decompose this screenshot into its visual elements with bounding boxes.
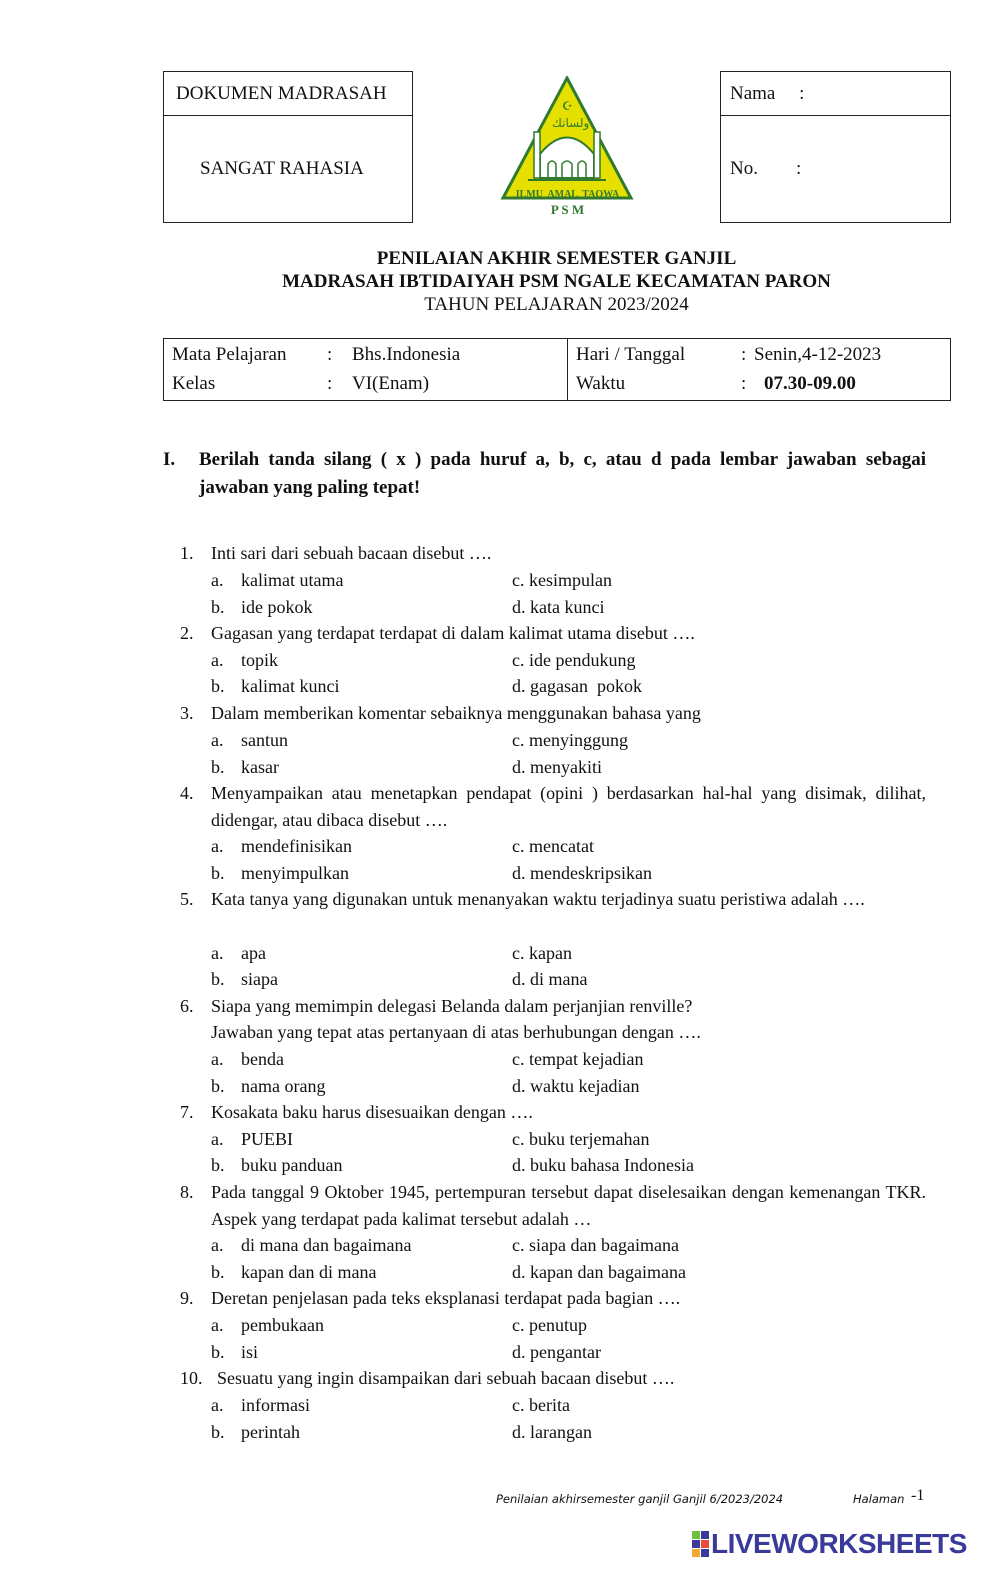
option-d[interactable] bbox=[512, 1342, 601, 1363]
question-number: 5. bbox=[180, 889, 194, 909]
document-label: DOKUMEN MADRASAH bbox=[176, 83, 387, 104]
option-b[interactable]: siapa bbox=[241, 969, 278, 989]
section-number: I. bbox=[163, 449, 176, 470]
option-letter-c: c. bbox=[512, 1315, 525, 1335]
option-b[interactable]: kalimat kunci bbox=[241, 676, 340, 696]
option-b[interactable]: buku panduan bbox=[241, 1155, 343, 1175]
option-b[interactable]: kapan dan di mana bbox=[241, 1262, 377, 1282]
liveworksheets-logo-icon bbox=[692, 1531, 709, 1557]
option-a[interactable]: pembukaan bbox=[241, 1315, 324, 1335]
option-a[interactable]: kalimat utama bbox=[241, 570, 344, 590]
question-text: Gagasan yang terdapat terdapat di dalam kalimat utama disebut …. bbox=[211, 623, 695, 643]
option-letter-d: d. bbox=[512, 1342, 526, 1362]
option-letter-a[interactable]: a. bbox=[211, 1315, 224, 1335]
option-letter-d: d. bbox=[512, 1422, 526, 1442]
option-letter-c: c. bbox=[512, 730, 525, 750]
option-c[interactable] bbox=[512, 730, 628, 751]
option-c[interactable] bbox=[512, 650, 635, 671]
header-left-top-box bbox=[163, 71, 413, 116]
logo-name: P S M bbox=[550, 202, 585, 217]
option-c[interactable] bbox=[512, 1315, 587, 1336]
option-c-text: berita bbox=[529, 1395, 570, 1415]
option-letter-c: c. bbox=[512, 570, 525, 590]
option-d-text: pengantar bbox=[530, 1342, 601, 1362]
liveworksheets-watermark[interactable] bbox=[692, 1528, 967, 1560]
option-d-text: waktu kejadian bbox=[530, 1076, 640, 1096]
option-c-text: kesimpulan bbox=[529, 570, 612, 590]
class-label: Kelas bbox=[172, 373, 216, 394]
option-d-text: di mana bbox=[530, 969, 588, 989]
option-c[interactable] bbox=[512, 1129, 649, 1150]
question-text: Kata tanya yang digunakan untuk menanyakan waktu terjadinya suatu peristiwa adalah …. bbox=[211, 889, 865, 909]
time-colon: : bbox=[741, 373, 747, 394]
question-number: 9. bbox=[180, 1288, 194, 1308]
option-letter-b[interactable]: b. bbox=[211, 969, 225, 989]
day-label: Hari / Tanggal bbox=[576, 344, 686, 365]
option-letter-d: d. bbox=[512, 676, 526, 696]
option-letter-b[interactable]: b. bbox=[211, 1422, 225, 1442]
option-letter-c: c. bbox=[512, 943, 525, 963]
question-text: Inti sari dari sebuah bacaan disebut …. bbox=[211, 543, 492, 563]
name-field-label: Nama : bbox=[730, 83, 805, 104]
svg-text:☪: ☪ bbox=[562, 99, 573, 113]
option-c-text: buku terjemahan bbox=[529, 1129, 650, 1149]
option-letter-b[interactable]: b. bbox=[211, 597, 225, 617]
option-letter-c: c. bbox=[512, 1395, 525, 1415]
question-number: 4. bbox=[180, 783, 194, 803]
time-value: 07.30-09.00 bbox=[764, 373, 856, 394]
class-colon: : bbox=[327, 373, 333, 394]
option-c-text: siapa dan bagaimana bbox=[529, 1235, 679, 1255]
option-c-text: penutup bbox=[529, 1315, 587, 1335]
option-d-text: kapan dan bagaimana bbox=[530, 1262, 686, 1282]
option-a[interactable]: santun bbox=[241, 730, 288, 750]
option-c[interactable] bbox=[512, 570, 612, 591]
option-letter-b[interactable]: b. bbox=[211, 757, 225, 777]
option-d[interactable] bbox=[512, 1422, 592, 1443]
option-c-text: tempat kejadian bbox=[529, 1049, 644, 1069]
option-d[interactable] bbox=[512, 1262, 686, 1283]
question-number: 8. bbox=[180, 1182, 194, 1202]
question-text-line-2: Jawaban yang tepat atas pertanyaan di atas berhubungan dengan …. bbox=[211, 1022, 701, 1042]
option-c-text: menyinggung bbox=[529, 730, 628, 750]
confidential-label: SANGAT RAHASIA bbox=[200, 158, 364, 179]
option-letter-b[interactable]: b. bbox=[211, 1262, 225, 1282]
footer-title: Penilaian akhirsemester ganjil Ganjil 6/2023/2024 bbox=[496, 1492, 784, 1506]
question-number: 7. bbox=[180, 1102, 194, 1122]
option-letter-a[interactable]: a. bbox=[211, 650, 224, 670]
info-table bbox=[163, 338, 951, 401]
question-text: Deretan penjelasan pada teks eksplanasi terdapat pada bagian …. bbox=[211, 1288, 681, 1308]
option-letter-a[interactable]: a. bbox=[211, 1235, 224, 1255]
question-text: Siapa yang memimpin delegasi Belanda dalam perjanjian renville? bbox=[211, 996, 693, 1016]
question-number: 10. bbox=[180, 1368, 203, 1388]
option-c[interactable] bbox=[512, 943, 572, 964]
option-d-text: gagasan pokok bbox=[530, 676, 642, 696]
subject-label: Mata Pelajaran bbox=[172, 344, 287, 365]
option-c[interactable] bbox=[512, 1235, 679, 1256]
footer-page-label: Halaman bbox=[853, 1492, 905, 1506]
header-right-top-box bbox=[720, 71, 951, 116]
option-b[interactable]: isi bbox=[241, 1342, 259, 1362]
question-text: Pada tanggal 9 Oktober 1945, pertempuran tersebut dapat diselesaikan dengan kemenangan TKR. Aspek yang terdapat pada kalimat tersebut adalah … bbox=[211, 1182, 926, 1229]
option-c-text: mencatat bbox=[529, 836, 594, 856]
section-instruction-line-2: jawaban yang paling tepat! bbox=[199, 477, 421, 498]
option-d-text: menyakiti bbox=[530, 757, 602, 777]
option-b[interactable]: ide pokok bbox=[241, 597, 313, 617]
question-number: 2. bbox=[180, 623, 194, 643]
option-letter-b[interactable]: b. bbox=[211, 863, 225, 883]
option-d[interactable] bbox=[512, 757, 602, 778]
question-text: Dalam memberikan komentar sebaiknya menggunakan bahasa yang bbox=[211, 703, 701, 723]
question-number: 6. bbox=[180, 996, 194, 1016]
option-b[interactable]: perintah bbox=[241, 1422, 300, 1442]
logo-arabic-text: ولسانك bbox=[552, 116, 590, 130]
option-d-text: buku bahasa Indonesia bbox=[530, 1155, 694, 1175]
option-letter-d: d. bbox=[512, 969, 526, 989]
option-a[interactable]: apa bbox=[241, 943, 266, 963]
option-letter-d: d. bbox=[512, 1076, 526, 1096]
option-c[interactable] bbox=[512, 1049, 643, 1070]
question-number: 3. bbox=[180, 703, 194, 723]
option-letter-c: c. bbox=[512, 1049, 525, 1069]
subject-value: Bhs.Indonesia bbox=[352, 344, 461, 365]
school-logo bbox=[500, 76, 635, 221]
option-letter-a[interactable]: a. bbox=[211, 943, 224, 963]
question-text: Kosakata baku harus disesuaikan dengan …. bbox=[211, 1102, 533, 1122]
header-left-bottom-box bbox=[163, 115, 413, 223]
option-d-text: larangan bbox=[530, 1422, 592, 1442]
option-letter-d: d. bbox=[512, 863, 526, 883]
option-letter-b[interactable]: b. bbox=[211, 1155, 225, 1175]
option-c-text: ide pendukung bbox=[529, 650, 636, 670]
option-letter-b[interactable]: b. bbox=[211, 1342, 225, 1362]
option-letter-c: c. bbox=[512, 1235, 525, 1255]
title-line-1: PENILAIAN AKHIR SEMESTER GANJIL bbox=[376, 248, 737, 269]
option-a[interactable]: mendefinisikan bbox=[241, 836, 352, 856]
header-right-bottom-box bbox=[720, 115, 951, 223]
liveworksheets-text: LIVEWORKSHEETS bbox=[711, 1528, 967, 1559]
title-line-2: MADRASAH IBTIDAIYAH PSM NGALE KECAMATAN PARON bbox=[282, 271, 831, 292]
subject-colon: : bbox=[327, 344, 333, 365]
option-letter-a[interactable]: a. bbox=[211, 1395, 224, 1415]
option-letter-b[interactable]: b. bbox=[211, 1076, 225, 1096]
option-letter-a[interactable]: a. bbox=[211, 1129, 224, 1149]
day-colon: : bbox=[741, 344, 747, 365]
option-letter-d: d. bbox=[512, 757, 526, 777]
option-b[interactable]: nama orang bbox=[241, 1076, 326, 1096]
day-value: Senin,4-12-2023 bbox=[754, 344, 882, 365]
option-b[interactable]: menyimpulkan bbox=[241, 863, 349, 883]
time-label: Waktu bbox=[576, 373, 626, 394]
logo-motto: ILMU AMAL TAQWA bbox=[515, 189, 620, 200]
title-line-3: TAHUN PELAJARAN 2023/2024 bbox=[424, 294, 689, 315]
option-d[interactable] bbox=[512, 597, 604, 618]
option-d-text: kata kunci bbox=[530, 597, 605, 617]
question-text: Menyampaikan atau menetapkan pendapat (opini ) berdasarkan hal-hal yang disimak, dilihat, didengar, atau dibaca disebut …. bbox=[211, 783, 926, 830]
option-c[interactable] bbox=[512, 836, 594, 857]
option-letter-c: c. bbox=[512, 650, 525, 670]
info-table-divider bbox=[567, 339, 568, 400]
option-d[interactable] bbox=[512, 676, 642, 697]
option-a[interactable]: di mana dan bagaimana bbox=[241, 1235, 412, 1255]
class-value: VI(Enam) bbox=[352, 373, 430, 394]
option-b[interactable]: kasar bbox=[241, 757, 279, 777]
option-d[interactable] bbox=[512, 1076, 639, 1097]
option-letter-a[interactable]: a. bbox=[211, 1049, 224, 1069]
option-letter-d: d. bbox=[512, 597, 526, 617]
option-letter-a[interactable]: a. bbox=[211, 730, 224, 750]
option-letter-c: c. bbox=[512, 836, 525, 856]
option-a[interactable]: benda bbox=[241, 1049, 284, 1069]
section-instruction-line-1: Berilah tanda silang ( x ) pada huruf a, b, c, atau d pada lembar jawaban sebagai bbox=[199, 449, 926, 470]
option-c[interactable] bbox=[512, 1395, 570, 1416]
option-a[interactable]: informasi bbox=[241, 1395, 310, 1415]
option-d-text: mendeskripsikan bbox=[530, 863, 652, 883]
option-a[interactable]: topik bbox=[241, 650, 279, 670]
option-letter-d: d. bbox=[512, 1155, 526, 1175]
option-c-text: kapan bbox=[529, 943, 572, 963]
footer-page-number: -1 bbox=[911, 1487, 925, 1504]
question-number: 1. bbox=[180, 543, 194, 563]
number-field-label: No. : bbox=[730, 158, 802, 179]
option-d[interactable] bbox=[512, 1155, 694, 1176]
option-letter-c: c. bbox=[512, 1129, 525, 1149]
option-d[interactable] bbox=[512, 863, 652, 884]
option-letter-a[interactable]: a. bbox=[211, 836, 224, 856]
option-letter-b[interactable]: b. bbox=[211, 676, 225, 696]
option-letter-a[interactable]: a. bbox=[211, 570, 224, 590]
question-text: Sesuatu yang ingin disampaikan dari sebuah bacaan disebut …. bbox=[217, 1368, 675, 1388]
option-a[interactable]: PUEBI bbox=[241, 1129, 294, 1149]
option-letter-d: d. bbox=[512, 1262, 526, 1282]
option-d[interactable] bbox=[512, 969, 587, 990]
